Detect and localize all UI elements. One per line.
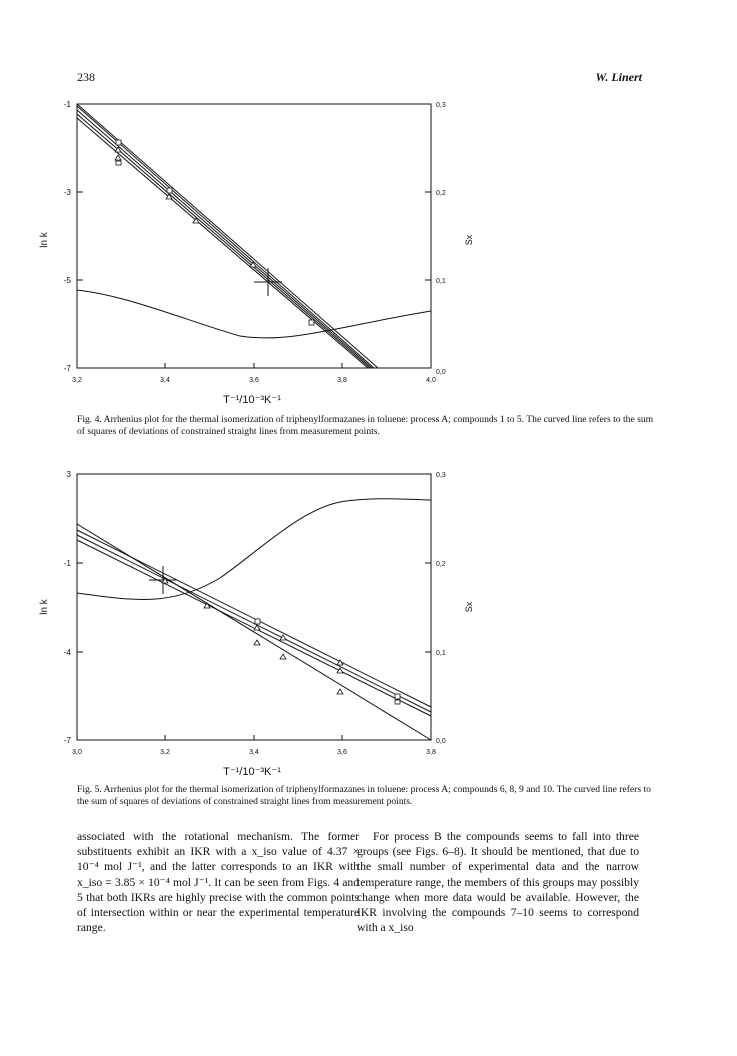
fig5-arrhenius-lines bbox=[77, 524, 431, 740]
fig4-point bbox=[116, 161, 121, 165]
fig4-ylabel-right: Sx bbox=[464, 234, 474, 246]
fig4-xtick: 3,6 bbox=[249, 377, 259, 384]
fig4-point bbox=[167, 188, 172, 193]
fig5-ytick-right: 0,1 bbox=[436, 650, 446, 657]
figure-5-caption: Fig. 5. Arrhenius plot for the thermal isomerization of triphenylformazanes in toluene: process A; compounds 6, 8, 9 and 10. The curved line refers to the sum of squares of deviations of constrained straight lines from measurement points. bbox=[77, 784, 651, 807]
body-right-column bbox=[357, 829, 639, 935]
fig5-ytick-left: -4 bbox=[63, 648, 71, 657]
fig5-xtick: 3,2 bbox=[160, 749, 170, 756]
fig4-xtick: 3,2 bbox=[72, 377, 82, 384]
figure-4 bbox=[0, 92, 737, 502]
fig5-sx-curve bbox=[77, 499, 431, 600]
fig4-ytick-left: -7 bbox=[63, 364, 71, 373]
fig4-ytick-right: 0,0 bbox=[436, 369, 446, 376]
fig4-ytick-left: -5 bbox=[63, 276, 71, 285]
fig4-ytick-left: -1 bbox=[63, 100, 71, 109]
fig4-sx-curve bbox=[77, 290, 431, 338]
fig5-ytick-right: 0,2 bbox=[436, 561, 446, 568]
fig5-right-ticks bbox=[425, 474, 431, 740]
running-author: W. Linert bbox=[595, 70, 642, 84]
fig4-arrhenius-lines bbox=[77, 104, 378, 368]
fig5-ytick-right: 0,3 bbox=[436, 472, 446, 479]
page-number: 238 bbox=[77, 70, 95, 84]
fig4-xtick: 3,8 bbox=[337, 377, 347, 384]
fig5-ytick-left: -1 bbox=[63, 559, 71, 568]
fig4-ytick-right: 0,1 bbox=[436, 278, 446, 285]
fig4-right-ticks bbox=[425, 104, 431, 368]
fig4-bottom-ticks bbox=[165, 363, 342, 368]
fig4-xtick: 4,0 bbox=[426, 377, 436, 384]
fig4-plot-frame bbox=[77, 104, 431, 368]
fig5-point bbox=[254, 640, 260, 645]
fig5-ylabel-right: Sx bbox=[464, 601, 474, 613]
fig5-point bbox=[337, 689, 343, 694]
fig5-ytick-right: 0,0 bbox=[436, 738, 446, 745]
fig5-xtick: 3,0 bbox=[72, 749, 82, 756]
fig4-ytick-right: 0,2 bbox=[436, 190, 446, 197]
fig5-bottom-ticks bbox=[165, 735, 342, 740]
fig5-ytick-left: -7 bbox=[63, 736, 71, 745]
fig5-xtick: 3,8 bbox=[426, 749, 436, 756]
fig5-plot-frame bbox=[77, 474, 431, 740]
fig4-intersection-cross bbox=[254, 268, 282, 296]
body-left-column bbox=[77, 829, 359, 935]
body-paragraph: associated with the rotational mechanism. The former substituents exhibit an IKR with a x_iso value of 4.37 × 10⁻⁴ mol J⁻¹, and the latter corresponds to an IKR with x_iso = 3.85 × 10⁻⁴ mol J⁻¹. It can be seen from Figs. 4 and 5 that both IKRs are highly precise with the common points of intersection within or near the experimental temperature range. bbox=[77, 830, 359, 935]
fig4-xtick: 3,4 bbox=[160, 377, 170, 384]
fig4-point bbox=[115, 155, 121, 160]
fig5-ylabel-left: ln k bbox=[39, 599, 50, 615]
fig5-xlabel: T⁻¹/10⁻³K⁻¹ bbox=[223, 766, 281, 778]
fig4-point bbox=[116, 140, 121, 145]
fig4-ytick-right: 0,3 bbox=[436, 102, 446, 109]
fig5-point bbox=[280, 654, 286, 659]
body-paragraph: For process B the compounds seems to fall into three groups (see Figs. 6–8). It should be mentioned, that due to the small number of experimental data and the narrow temperature range, the members of this groups may possibly change when more data would be available. However, the IKR involving the compounds 7–10 seems to correspond with a x_iso bbox=[357, 830, 639, 935]
fig5-point bbox=[395, 700, 400, 704]
fig4-left-ticks bbox=[77, 104, 83, 368]
fig5-point bbox=[255, 619, 260, 624]
fig5-point bbox=[337, 668, 343, 673]
figure-5 bbox=[0, 462, 737, 782]
fig4-ytick-left: -3 bbox=[63, 188, 71, 197]
fig4-data-points bbox=[115, 140, 314, 325]
fig4-xlabel: T⁻¹/10⁻³K⁻¹ bbox=[223, 394, 281, 406]
fig5-xtick: 3,4 bbox=[249, 749, 259, 756]
fig5-xtick: 3,6 bbox=[337, 749, 347, 756]
fig5-left-ticks bbox=[77, 474, 83, 740]
fig4-ylabel-left: ln k bbox=[39, 232, 50, 248]
fig5-point bbox=[395, 694, 400, 699]
figure-4-caption: Fig. 4. Arrhenius plot for the thermal isomerization of triphenylformazanes in toluene: process A; compounds 1 to 5. The curved line refers to the sum of squares of deviations of constrained straight lines from measurement points. bbox=[77, 414, 654, 437]
fig4-point bbox=[309, 320, 314, 325]
fig5-ytick-left: 3 bbox=[66, 470, 71, 479]
